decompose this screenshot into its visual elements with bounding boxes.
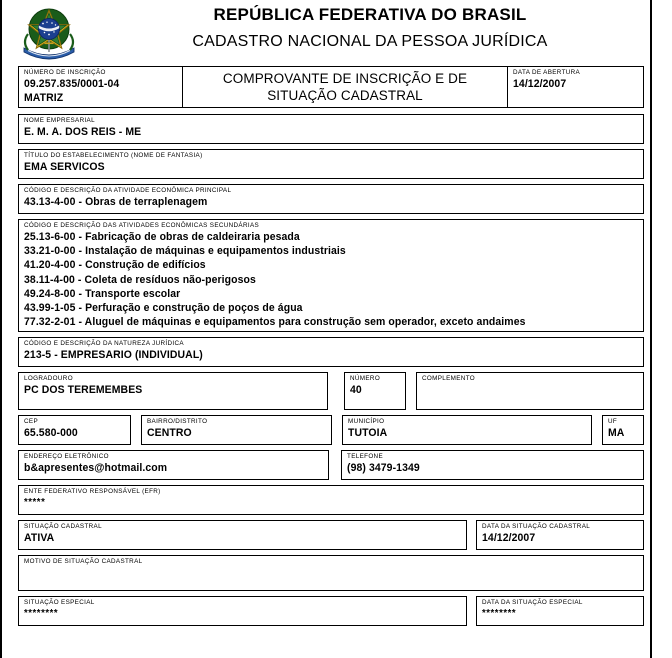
main-activity-row [18,184,634,214]
company-name-row [18,114,634,144]
status-date-label: DATA DA SITUAÇÃO CADASTRAL [482,523,591,530]
email-value: b&apresentes@hotmail.com [24,462,168,474]
special-status-row [18,596,634,626]
special-status-value: ******** [24,608,59,619]
secondary-activity-item: 43.99-1-05 - Perfuração e construção de poços de água [24,302,303,315]
street-label: LOGRADOURO [24,375,73,382]
status-row [18,520,634,550]
status-reason-row [18,555,634,591]
certificate-sheet [2,0,650,658]
special-status-label: SITUAÇÃO ESPECIAL [24,599,95,606]
company-name-field [18,114,644,144]
legal-nature-field [18,337,644,367]
secondary-activities-row [18,219,634,332]
trade-name-label: TÍTULO DO ESTABELECIMENTO (NOME DE FANTASIA) [24,152,203,159]
efr-field [18,485,644,515]
email-field [18,450,329,480]
street-field [18,372,328,410]
special-status-field [18,596,467,626]
street-number-value: 40 [350,384,362,396]
secondary-activity-item: 38.11-4-00 - Coleta de resíduos não-perigosos [24,273,256,286]
special-status-date-value: ******** [482,608,517,619]
efr-label: ENTE FEDERATIVO RESPONSÁVEL (EFR) [24,488,161,495]
phone-field [341,450,644,480]
zip-field [18,415,131,445]
city-label: MUNICÍPIO [348,418,385,425]
state-label: UF [608,418,618,425]
secondary-activity-item: 25.13-6-00 - Fabricação de obras de caldeiraria pesada [24,231,300,243]
main-activity-value: 43.13-4-00 - Obras de terraplenagem [24,196,208,208]
district-label: BAIRRO/DISTRITO [147,418,208,425]
document-type-text: COMPROVANTE DE INSCRIÇÃO E DE SITUAÇÃO CADASTRAL [222,71,468,103]
trade-name-field [18,149,644,179]
street-number-field [344,372,406,410]
status-badge: ATIVA [24,532,55,544]
main-activity-label: CÓDIGO E DESCRIÇÃO DA ATIVIDADE ECONÔMICA PRINCIPAL [24,187,232,194]
company-name-value: E. M. A. DOS REIS - ME [24,126,142,138]
opening-date-value: 14/12/2007 [513,78,567,90]
opening-date-label: DATA DE ABERTURA [513,69,581,76]
street-value: PC DOS TEREMEMBES [24,384,143,396]
phone-label: TELEFONE [347,453,384,460]
brazil-coat-of-arms-icon [16,4,82,64]
special-status-date-field [476,596,644,626]
legal-nature-row [18,337,634,367]
district-field [141,415,332,445]
secondary-activity-item: 49.24-8-00 - Transporte escolar [24,287,181,300]
status-reason-field [18,555,644,591]
legal-nature-label: CÓDIGO E DESCRIÇÃO DA NATUREZA JURÍDICA [24,340,184,347]
document-type-title [182,66,508,108]
status-date-field [476,520,644,550]
zip-label: CEP [24,418,38,425]
status-label: SITUAÇÃO CADASTRAL [24,523,102,530]
secondary-activity-item: 77.32-2-01 - Aluguel de máquinas e equipamentos para construção sem operador, exceto andaimes [24,316,526,329]
legal-nature-value: 213-5 - EMPRESARIO (INDIVIDUAL) [24,349,203,361]
status-field [18,520,467,550]
state-field [602,415,644,445]
document-masthead [2,0,650,66]
inscription-type-value: MATRIZ [24,92,64,104]
secondary-activities-label: CÓDIGO E DESCRIÇÃO DAS ATIVIDADES ECONÔMICAS SECUNDÁRIAS [24,222,260,229]
city-row [18,415,634,445]
inscription-number-label: NÚMERO DE INSCRIÇÃO [24,69,106,76]
city-value: TUTOIA [348,427,388,439]
secondary-activities-field [18,219,644,332]
efr-row [18,485,634,515]
inscription-number-field [18,66,183,108]
phone-value: (98) 3479-1349 [347,462,420,474]
efr-value: ***** [24,497,46,508]
email-label: ENDEREÇO ELETRÔNICO [24,453,109,460]
zip-value: 65.580-000 [24,427,78,439]
company-name-label: NOME EMPRESARIAL [24,117,95,124]
certificate-fields [18,114,634,626]
street-number-label: NÚMERO [350,375,381,382]
address-row [18,372,634,410]
complement-field [416,372,644,410]
page-title: REPÚBLICA FEDERATIVA DO BRASIL [213,5,527,24]
secondary-activity-item: 33.21-0-00 - Instalação de máquinas e equipamentos industriais [24,245,346,258]
district-value: CENTRO [147,427,192,439]
trade-name-value: EMA SERVICOS [24,161,105,173]
city-field [342,415,592,445]
trade-name-row [18,149,634,179]
inscription-number-value: 09.257.835/0001-04 [24,78,120,90]
status-reason-label: MOTIVO DE SITUAÇÃO CADASTRAL [24,558,143,565]
complement-label: COMPLEMENTO [422,375,476,382]
main-activity-field [18,184,644,214]
contact-row [18,450,634,480]
opening-date-field [507,66,644,108]
certificate-header-strip [18,66,634,108]
state-value: MA [608,427,625,439]
secondary-activity-item: 41.20-4-00 - Construção de edifícios [24,259,206,272]
special-status-date-label: DATA DA SITUAÇÃO ESPECIAL [482,599,583,606]
status-date-value: 14/12/2007 [482,532,536,544]
document-titles [98,2,642,56]
page-subtitle: CADASTRO NACIONAL DA PESSOA JURÍDICA [192,33,548,50]
